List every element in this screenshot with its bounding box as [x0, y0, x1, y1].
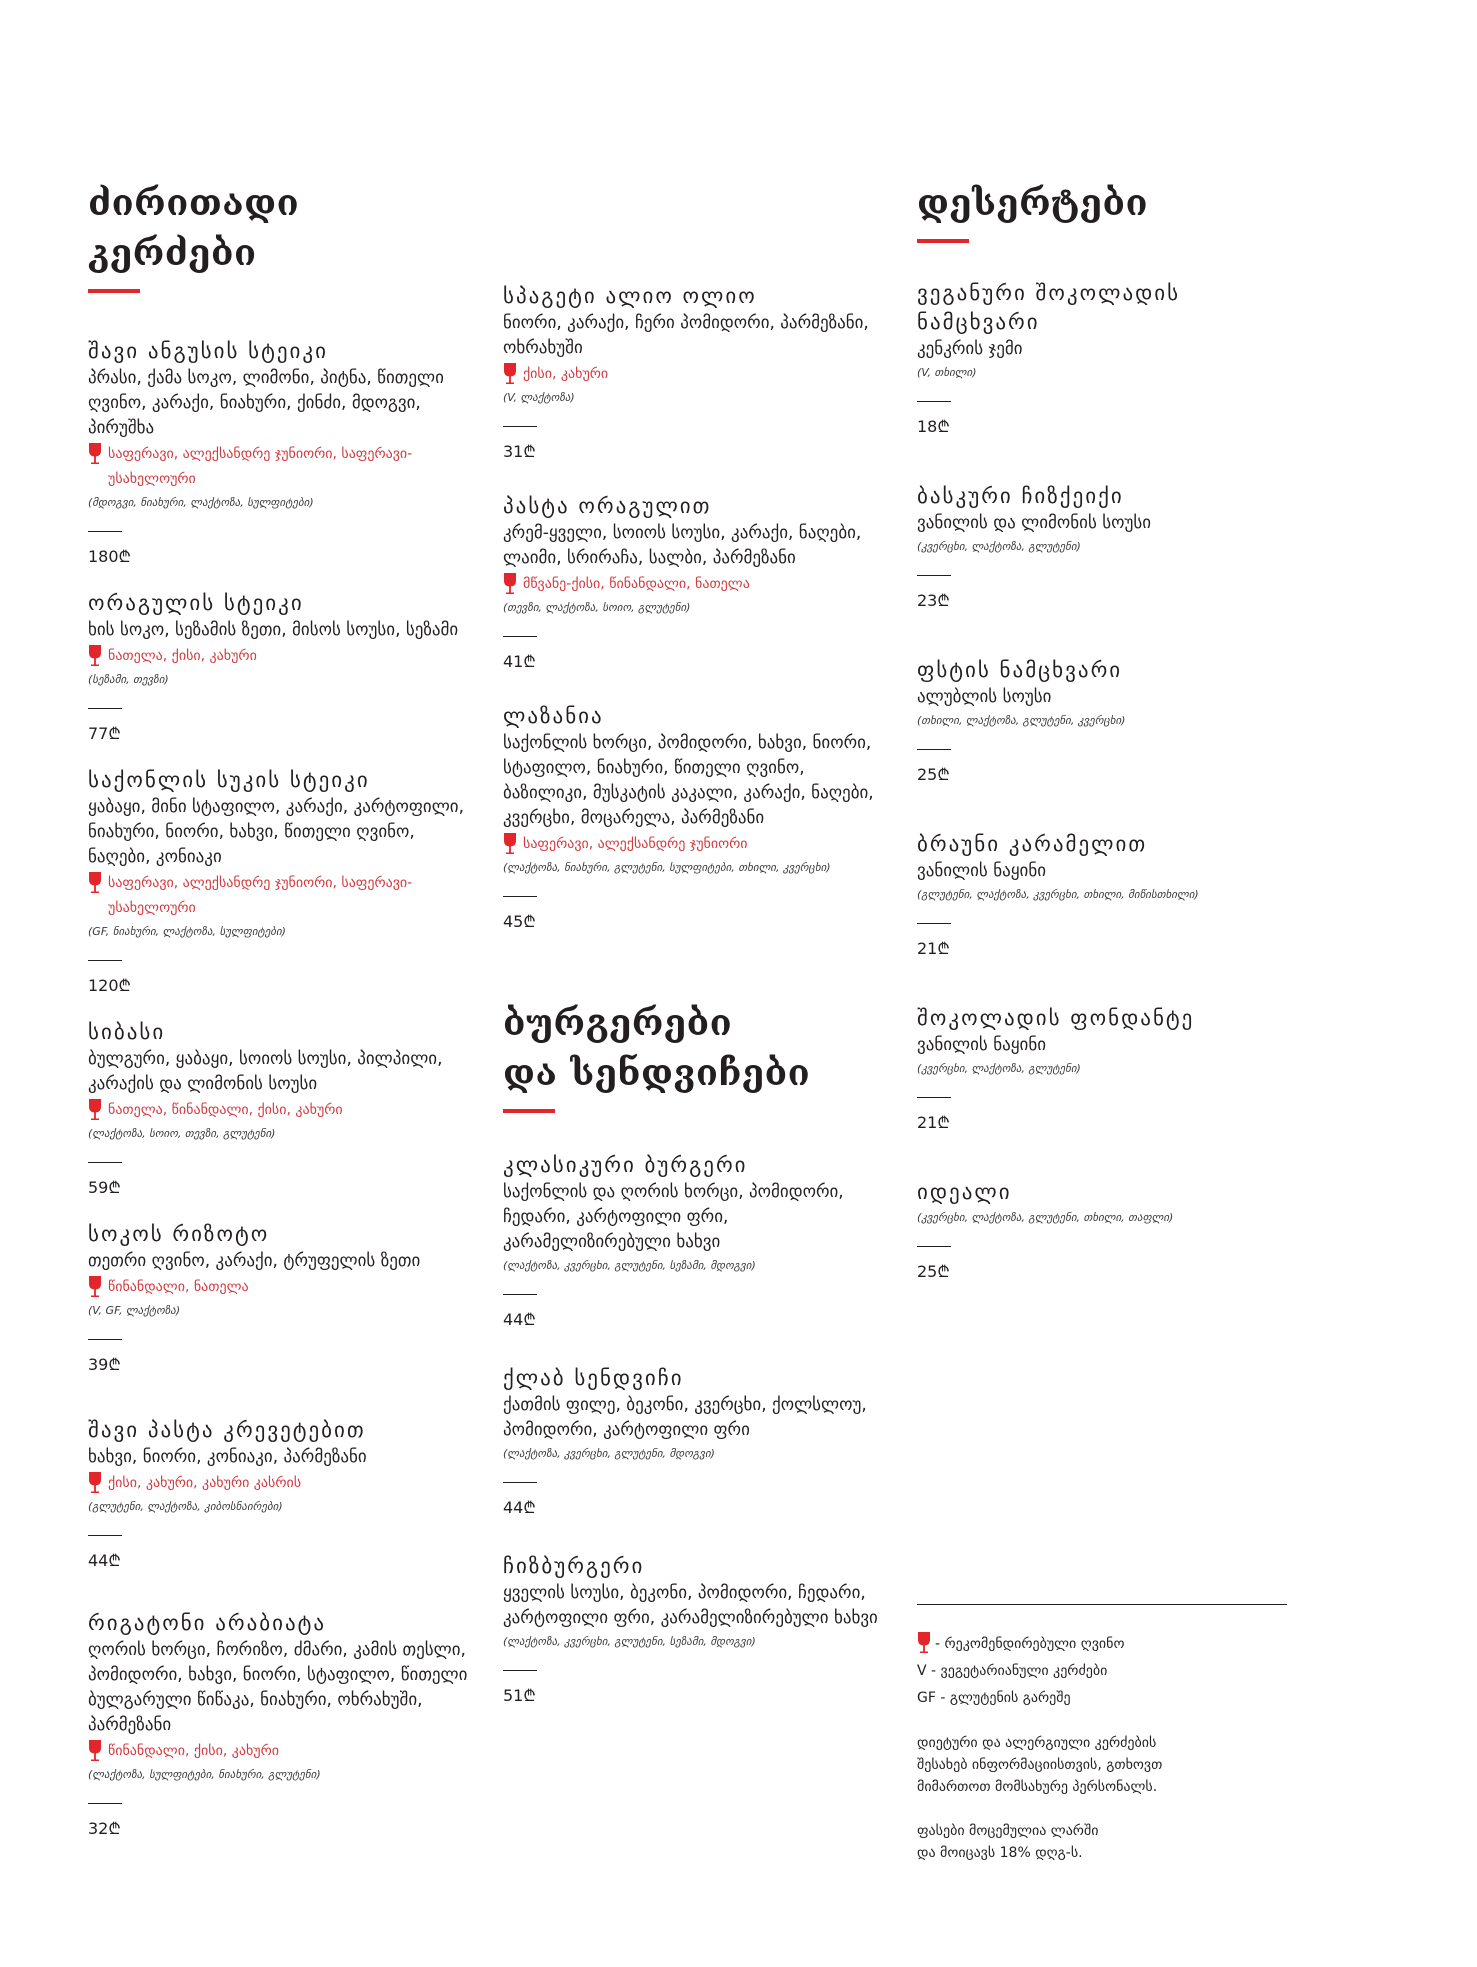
- item-description: ნიორი, კარაქი, ჩერი პომიდორი, პარმეზანი, ოხრახუში: [503, 313, 869, 358]
- pasta-items: [503, 282, 893, 932]
- item-allergens: (V, თხილი): [917, 366, 977, 379]
- legend-note-line: შესახებ ინფორმაციისთვის, გთხოვთ: [917, 1757, 1163, 1773]
- legend-note-line: დიეტური და ალერგიული კერძების: [917, 1735, 1157, 1751]
- wine-recommendation: [503, 572, 893, 597]
- item-name: ფსტის ნამცხვარი: [917, 658, 1123, 682]
- item-price: 44₾: [88, 1551, 121, 1570]
- item-description: ბულგური, ყაბაყი, სოიოს სოუსი, პილპილი, კარაქის და ლიმონის სოუსი: [88, 1049, 443, 1094]
- wine-recommendation: [88, 1275, 478, 1300]
- item-description: ალუბლის სოუსი: [917, 687, 1052, 707]
- item-description: კრემ-ყველი, სოიოს სოუსი, კარაქი, ნაღები, ლაიმი, სრირაჩა, სალბი, პარმეზანი: [503, 523, 862, 568]
- section-title-burgers-line2: და სენდვიჩები: [503, 1052, 811, 1094]
- item-description: კენკრის ჯემი: [917, 339, 1023, 359]
- menu-item: [503, 492, 893, 672]
- price-divider: [88, 708, 122, 709]
- price-divider: [503, 1670, 537, 1671]
- item-allergens: (ლაქტოზა, სულფიტები, ნიახური, გლუტენი): [88, 1768, 321, 1781]
- price-divider: [917, 923, 951, 924]
- item-allergens: (გლუტენი, ლაქტოზა, კიბოსნაირები): [88, 1500, 283, 1513]
- menu-item: [917, 279, 1297, 437]
- item-allergens: (ლაქტოზა, ნიახური, გლუტენი, სულფიტები, თხილი, კვერცხი): [503, 861, 831, 874]
- menu-item: [88, 589, 478, 744]
- item-allergens: (სეზამი, თევზი): [88, 673, 169, 686]
- item-allergens: (ლაქტოზა, კვერცხი, გლუტენი, სეზამი, მდოგვი): [503, 1635, 756, 1648]
- menu-item: [503, 1151, 893, 1330]
- item-description: ვანილის ნაყინი: [917, 861, 1047, 881]
- wine-text: ნათელა, წინანდალი, ქისი, კახური: [108, 1102, 343, 1118]
- wine-recommendation: [88, 442, 478, 492]
- price-divider: [88, 1535, 122, 1536]
- menu-item: [503, 1552, 893, 1706]
- menu-item: [503, 702, 893, 932]
- price-divider: [503, 636, 537, 637]
- item-price: 77₾: [88, 724, 121, 743]
- item-name: შოკოლადის ფონდანტე: [917, 1006, 1195, 1030]
- item-price: 39₾: [88, 1355, 121, 1374]
- item-allergens: (თხილი, ლაქტოზა, გლუტენი, კვერცხი): [917, 714, 1126, 727]
- item-name: სპაგეტი ალიო ოლიო: [503, 284, 757, 308]
- legend-prices-line: ფასები მოცემულია ლარში: [917, 1823, 1099, 1839]
- item-name: პასტა ორაგულით: [503, 494, 712, 518]
- wine-glass-icon: [88, 1472, 102, 1494]
- wine-text: წინანდალი, ნათელა: [108, 1279, 249, 1295]
- wine-recommendation: [88, 871, 478, 921]
- item-allergens: (V, ლაქტოზა): [503, 391, 575, 404]
- title-underline: [917, 239, 969, 243]
- wine-text: საფერავი, ალექსანდრე ჯუნიორი: [523, 836, 748, 852]
- item-allergens: (კვერცხი, ლაქტოზა, გლუტენი): [917, 540, 1081, 553]
- item-allergens: (მდოგვი, ნიახური, ლაქტოზა, სულფიტები): [88, 496, 314, 509]
- wine-glass-icon: [88, 872, 102, 894]
- item-allergens: (ლაქტოზა, კვერცხი, გლუტენი, სეზამი, მდოგვი): [503, 1259, 756, 1272]
- burgers-heading: [503, 998, 893, 1113]
- price-divider: [88, 1162, 122, 1163]
- price-divider: [88, 1339, 122, 1340]
- item-description: ყაბაყი, მინი სტაფილო, კარაქი, კარტოფილი, ნიახური, ნიორი, ხახვი, წითელი ღვინო, ნაღები, კონიაკი: [88, 797, 465, 867]
- item-price: 44₾: [503, 1498, 536, 1517]
- menu-item: [88, 1609, 478, 1839]
- item-allergens: (ლაქტოზა, კვერცხი, გლუტენი, მდოგვი): [503, 1447, 715, 1460]
- wine-glass-icon: [88, 1276, 102, 1298]
- item-name: ჩიზბურგერი: [503, 1554, 645, 1578]
- menu-item: [917, 656, 1297, 785]
- price-divider: [503, 1482, 537, 1483]
- menu-item: [88, 766, 478, 996]
- wine-recommendation: [88, 644, 478, 669]
- item-description: პრასი, ქამა სოკო, ლიმონი, პიტნა, წითელი ღვინო, კარაქი, ნიახური, ქინძი, მდოგვი, პირუშხა: [88, 368, 444, 438]
- item-name: ორაგულის სტეიკი: [88, 591, 304, 615]
- item-name: იდეალი: [917, 1180, 1012, 1204]
- mains-column: [88, 178, 478, 1839]
- item-price: 59₾: [88, 1178, 121, 1197]
- item-price: 51₾: [503, 1686, 536, 1705]
- pasta-burgers-column: [503, 282, 893, 1706]
- item-name: შავი პასტა კრევეტებით: [88, 1418, 366, 1442]
- price-divider: [917, 1246, 951, 1247]
- legend-wine-text: - რეკომენდირებული ღვინო: [935, 1636, 1125, 1652]
- item-description: ვანილის და ლიმონის სოუსი: [917, 513, 1152, 533]
- price-divider: [503, 426, 537, 427]
- item-allergens: (გლუტენი, ლაქტოზა, კვერცხი, თხილი, მიწისთხილი): [917, 888, 1199, 901]
- wine-text: საფერავი, ალექსანდრე ჯუნიორი, საფერავი-უსახელოური: [108, 446, 413, 487]
- legend: [917, 1604, 1287, 1864]
- item-description: ქათმის ფილე, ბეკონი, კვერცხი, ქოლსლოუ, პომიდორი, კარტოფილი ფრი: [503, 1395, 867, 1440]
- wine-recommendation: [88, 1739, 478, 1764]
- item-name: ლაზანია: [503, 704, 604, 728]
- price-divider: [503, 1294, 537, 1295]
- menu-item: [503, 282, 893, 462]
- item-price: 21₾: [917, 939, 950, 958]
- item-allergens: (V, GF, ლაქტოზა): [88, 1304, 181, 1317]
- mains-items: [88, 337, 478, 1839]
- item-name: შავი ანგუსის სტეიკი: [88, 339, 328, 363]
- wine-text: ქისი, კახური: [523, 366, 609, 382]
- item-name: საქონლის სუკის სტეიკი: [88, 768, 370, 792]
- desserts-items: [917, 279, 1297, 1282]
- item-description: თეთრი ღვინო, კარაქი, ტრუფელის ზეთი: [88, 1251, 421, 1271]
- item-description: ხახვი, ნიორი, კონიაკი, პარმეზანი: [88, 1447, 367, 1467]
- desserts-column: [917, 178, 1297, 1282]
- legend-note-line: მიმართოთ მომსახურე პერსონალს.: [917, 1779, 1158, 1795]
- section-title-burgers-line1: ბურგერები: [503, 1002, 733, 1044]
- item-name: სოკოს რიზოტო: [88, 1222, 270, 1246]
- burgers-items: [503, 1151, 893, 1706]
- price-divider: [88, 1803, 122, 1804]
- item-name: რიგატონი არაბიატა: [88, 1611, 327, 1635]
- menu-item: [88, 1220, 478, 1375]
- item-description: საქონლის ხორცი, პომიდორი, ხახვი, ნიორი, სტაფილო, ნიახური, წითელი ღვინო, ბაზილიკი, მუსკატის კაკალი, კარაქი, ნაღები, კვერცხი, მოცარელა, პარმეზანი: [503, 733, 874, 828]
- wine-glass-icon: [503, 573, 517, 595]
- section-title-mains: ძირითადი კერძები: [88, 182, 300, 274]
- wine-text: ქისი, კახური, კახური კასრის: [108, 1475, 302, 1491]
- legend-gluten-free: GF - გლუტენის გარეშე: [917, 1690, 1071, 1706]
- wine-recommendation: [88, 1471, 478, 1496]
- item-price: 45₾: [503, 912, 536, 931]
- item-price: 44₾: [503, 1310, 536, 1329]
- item-price: 41₾: [503, 652, 536, 671]
- price-divider: [503, 896, 537, 897]
- wine-glass-icon: [88, 1099, 102, 1121]
- item-allergens: (თევზი, ლაქტოზა, სოიო, გლუტენი): [503, 601, 691, 614]
- item-price: 180₾: [88, 547, 131, 566]
- wine-text: ნათელა, ქისი, კახური: [108, 648, 257, 664]
- item-description: ყველის სოუსი, ბეკონი, პომიდორი, ჩედარი, კარტოფილი ფრი, კარამელიზირებული ხახვი: [503, 1583, 878, 1628]
- menu-item: [503, 1364, 893, 1518]
- item-price: 31₾: [503, 442, 536, 461]
- legend-prices-line: და მოიცავს 18% დღგ-ს.: [917, 1845, 1083, 1861]
- item-name: ქლაბ სენდვიჩი: [503, 1366, 684, 1390]
- section-title-desserts: დესერტები: [917, 182, 1149, 224]
- item-price: 21₾: [917, 1113, 950, 1132]
- legend-vegetarian: V - ვეგეტარიანული კერძები: [917, 1663, 1108, 1679]
- wine-glass-icon: [88, 443, 102, 465]
- item-price: 23₾: [917, 591, 950, 610]
- menu-item: [88, 1416, 478, 1571]
- item-price: 120₾: [88, 976, 131, 995]
- title-underline: [503, 1109, 555, 1113]
- item-allergens: (კვერცხი, ლაქტოზა, გლუტენი, თხილი, თაფლი): [917, 1211, 1174, 1224]
- price-divider: [917, 749, 951, 750]
- menu-item: [88, 1018, 478, 1198]
- menu-item: [88, 337, 478, 567]
- item-allergens: (კვერცხი, ლაქტოზა, გლუტენი): [917, 1062, 1081, 1075]
- menu-item: [917, 482, 1297, 611]
- item-allergens: (GF, ნიახური, ლაქტოზა, სულფიტები): [88, 925, 286, 938]
- price-divider: [917, 575, 951, 576]
- wine-glass-icon: [503, 833, 517, 855]
- price-divider: [917, 1097, 951, 1098]
- wine-glass-icon: [917, 1632, 931, 1654]
- wine-text: მწვანე-ქისი, წინანდალი, ნათელა: [523, 576, 750, 592]
- item-description: ღორის ხორცი, ჩორიზო, ძმარი, კამის თესლი, პომიდორი, ხახვი, ნიორი, სტაფილო, წითელი ბულგარული წიწაკა, ნიახური, ოხრახუში, პარმეზანი: [88, 1640, 468, 1735]
- menu-item: [917, 1004, 1297, 1133]
- price-divider: [88, 531, 122, 532]
- price-divider: [917, 401, 951, 402]
- item-name: კლასიკური ბურგერი: [503, 1153, 748, 1177]
- wine-glass-icon: [88, 1740, 102, 1762]
- item-description: ვანილის ნაყინი: [917, 1035, 1047, 1055]
- item-price: 25₾: [917, 1262, 950, 1281]
- item-description: საქონლის და ღორის ხორცი, პომიდორი, ჩედარი, კარტოფილი ფრი, კარამელიზირებული ხახვი: [503, 1182, 844, 1252]
- item-price: 32₾: [88, 1819, 121, 1838]
- item-description: ხის სოკო, სეზამის ზეთი, მისოს სოუსი, სეზამი: [88, 620, 459, 640]
- item-name: სიბასი: [88, 1020, 166, 1044]
- wine-recommendation: [503, 362, 893, 387]
- item-allergens: (ლაქტოზა, სოიო, თევზი, გლუტენი): [88, 1127, 276, 1140]
- legend-wine-line: [917, 1631, 1287, 1658]
- title-underline: [88, 289, 140, 293]
- item-name: ბასკური ჩიზქეიქი: [917, 484, 1124, 508]
- wine-glass-icon: [503, 363, 517, 385]
- item-name: ბრაუნი კარამელით: [917, 832, 1148, 856]
- wine-glass-icon: [88, 645, 102, 667]
- price-divider: [88, 960, 122, 961]
- item-price: 25₾: [917, 765, 950, 784]
- item-price: 18₾: [917, 417, 950, 436]
- wine-text: წინანდალი, ქისი, კახური: [108, 1743, 279, 1759]
- wine-text: საფერავი, ალექსანდრე ჯუნიორი, საფერავი-უსახელოური: [108, 875, 413, 916]
- menu-item: [917, 830, 1297, 959]
- item-name: ვეგანური შოკოლადის ნამცხვარი: [917, 281, 1181, 334]
- wine-recommendation: [88, 1098, 478, 1123]
- wine-recommendation: [503, 832, 893, 857]
- menu-item: [917, 1178, 1297, 1282]
